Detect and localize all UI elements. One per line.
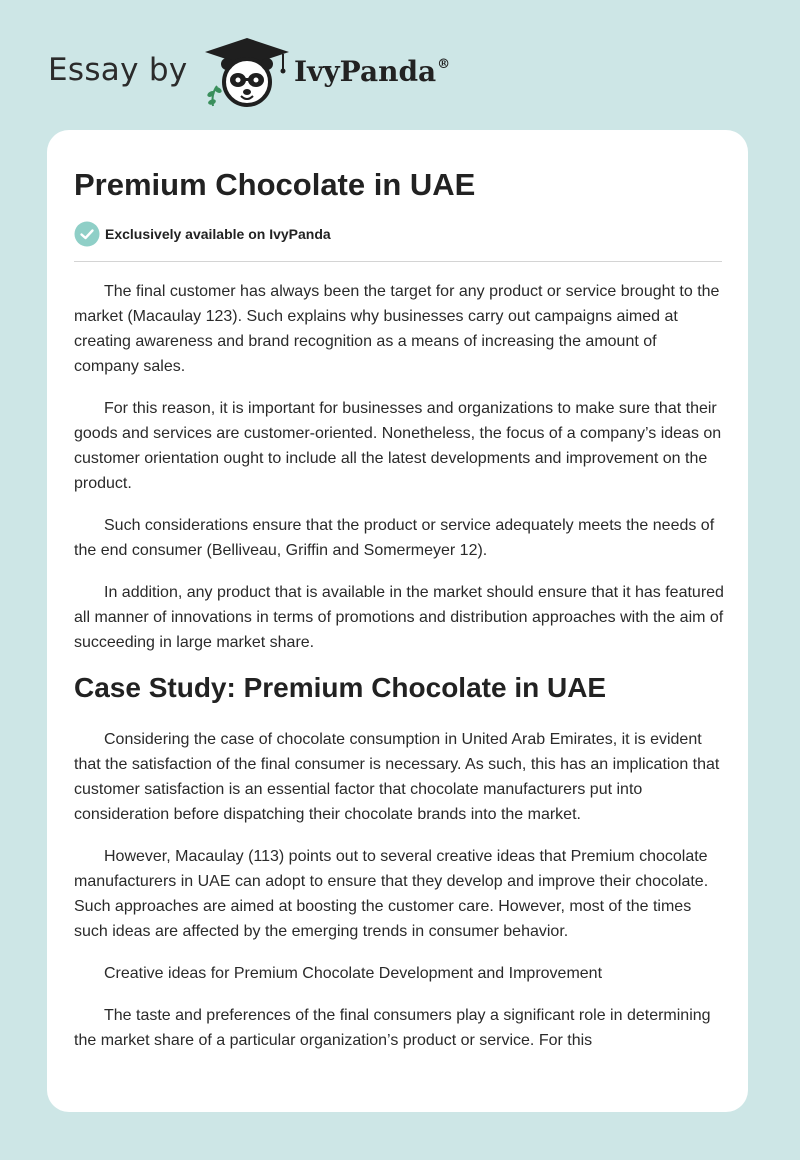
paragraph: The final customer has always been the target for any product or service brought to the market (Macaulay 123). Such explains why businesses carry out campaigns aimed at creating awareness and brand recognition as a means of increasing the amount of company sales. <box>74 283 720 375</box>
section-heading: Case Study: Premium Chocolate in UAE <box>74 672 607 703</box>
essay-card <box>47 130 748 1112</box>
brand-text: IvyPanda <box>294 55 437 88</box>
paragraph: For this reason, it is important for businesses and organizations to make sure that their goods and services are customer-oriented. Nonetheless, the focus of a company’s ideas on customer orientation ought to include all the latest developments and improvement on the product. <box>74 400 722 492</box>
essay-by-label: Essay by <box>48 52 188 88</box>
exclusive-badge-label: Exclusively available on IvyPanda <box>105 226 331 242</box>
ivypanda-logo-icon[interactable] <box>203 36 291 108</box>
essay-title: Premium Chocolate in UAE <box>74 167 476 202</box>
ivypanda-brand-name[interactable] <box>294 55 449 88</box>
title-divider <box>74 261 722 262</box>
paragraph: Such considerations ensure that the product or service adequately meets the needs of the end consumer (Belliveau, Griffin and Somermeyer 12). <box>74 517 715 559</box>
paragraph: Creative ideas for Premium Chocolate Development and Improvement <box>104 965 603 982</box>
essay-body <box>74 279 724 1070</box>
paragraph: In addition, any product that is available in the market should ensure that it has featured all manner of innovations in terms of promotions and distribution approaches with the aim of succeeding in large market share. <box>74 584 724 651</box>
check-circle-icon <box>74 221 100 247</box>
registered-mark: ® <box>437 57 451 72</box>
exclusive-badge <box>74 221 331 247</box>
paragraph: The taste and preferences of the final consumers play a significant role in determining the market share of a particular organization’s product or service. For this <box>74 1007 711 1049</box>
site-header <box>0 0 800 120</box>
paragraph: However, Macaulay (113) points out to several creative ideas that Premium chocolate manufacturers in UAE can adopt to ensure that they develop and improve their chocolate. Such approaches are aimed at boosting the customer care. However, most of the times such ideas are affected by the emerging trends in consumer behavior. <box>74 848 709 940</box>
paragraph: Considering the case of chocolate consumption in United Arab Emirates, it is evident that the satisfaction of the final consumer is necessary. As such, this has an implication that customer satisfaction is an essential factor that chocolate manufacturers put into consideration before dispatching their chocolate brands into the market. <box>74 731 720 823</box>
